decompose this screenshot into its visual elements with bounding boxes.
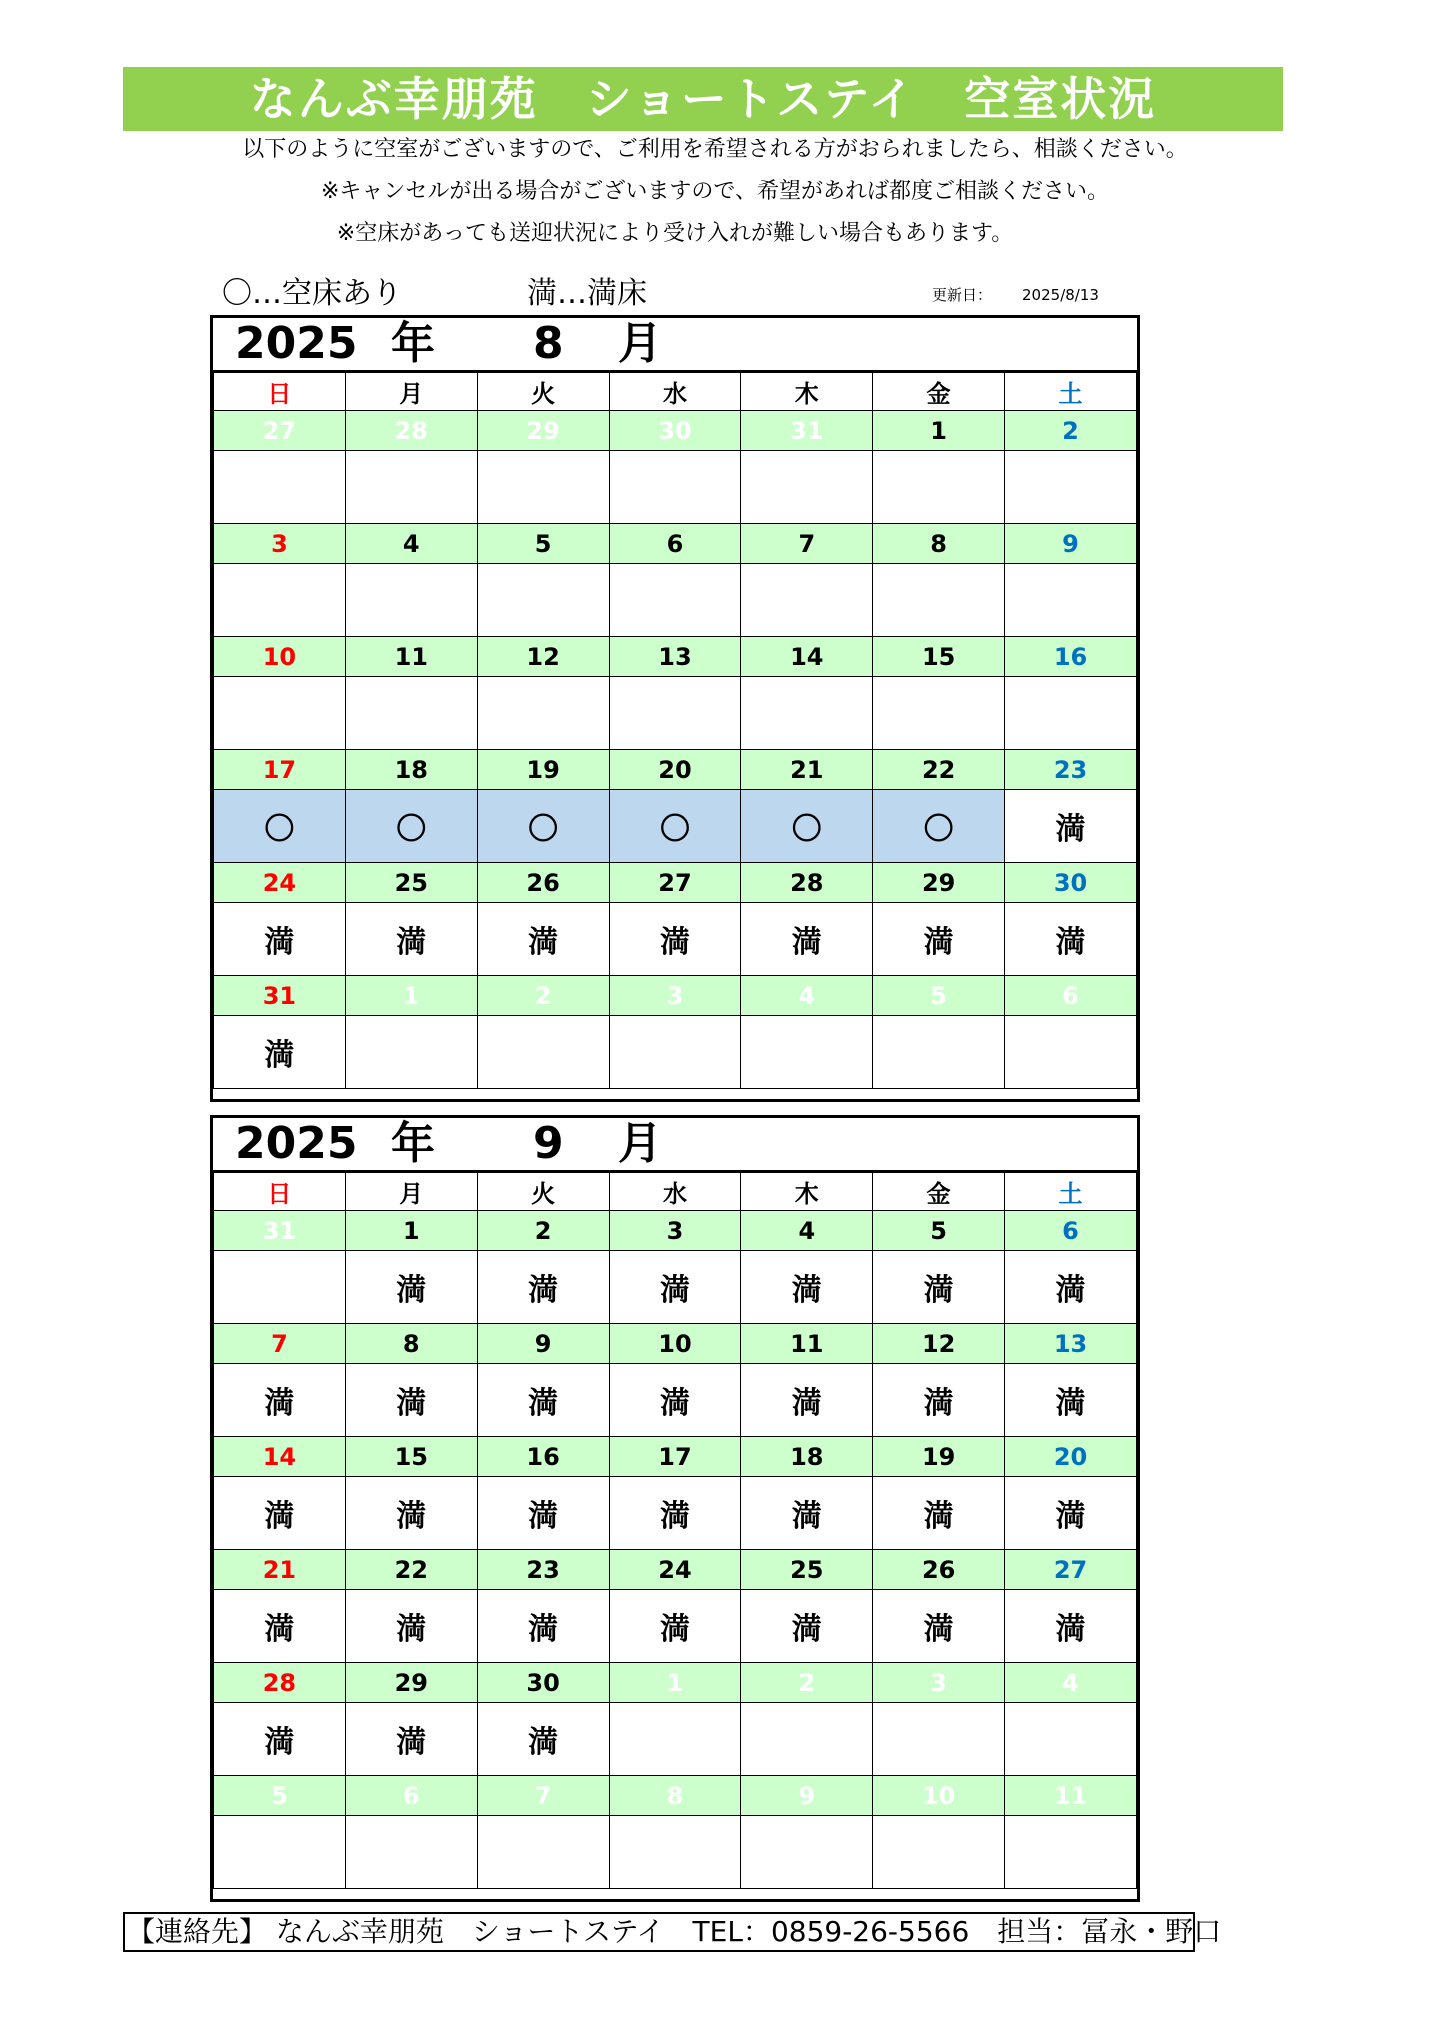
date-cell: 30 bbox=[477, 1663, 609, 1703]
date-cell: 15 bbox=[345, 1437, 477, 1477]
status-cell: 満 bbox=[1005, 1477, 1137, 1550]
status-cell bbox=[1005, 1703, 1137, 1776]
status-cell: 満 bbox=[477, 903, 609, 976]
date-row bbox=[214, 750, 1137, 790]
status-cell: 満 bbox=[477, 1251, 609, 1324]
status-cell: 満 bbox=[477, 1703, 609, 1776]
status-cell bbox=[214, 677, 346, 750]
date-cell: 6 bbox=[1005, 1211, 1137, 1251]
date-cell: 8 bbox=[873, 524, 1005, 564]
date-cell: 22 bbox=[345, 1550, 477, 1590]
month-year: 2025 bbox=[235, 1118, 358, 1169]
date-cell: 1 bbox=[609, 1663, 741, 1703]
status-row bbox=[214, 451, 1137, 524]
date-cell: 16 bbox=[477, 1437, 609, 1477]
status-cell bbox=[1005, 564, 1137, 637]
status-cell bbox=[214, 1816, 346, 1889]
date-cell: 31 bbox=[214, 976, 346, 1016]
month-year-suffix: 年 bbox=[391, 1118, 435, 1169]
status-row bbox=[214, 677, 1137, 750]
status-cell bbox=[1005, 451, 1137, 524]
date-row bbox=[214, 976, 1137, 1016]
date-cell: 25 bbox=[741, 1550, 873, 1590]
contact-info: 【連絡先】 なんぶ幸朋苑 ショートステイ TEL：0859-26-5566 担当：冨永・野口 bbox=[123, 1912, 1195, 1952]
status-cell bbox=[741, 1016, 873, 1089]
status-cell: 満 bbox=[214, 1016, 346, 1089]
date-cell: 12 bbox=[873, 1324, 1005, 1364]
date-cell: 4 bbox=[1005, 1663, 1137, 1703]
weekday-row bbox=[214, 373, 1137, 411]
date-cell: 7 bbox=[741, 524, 873, 564]
legend-full: 満…満床 bbox=[527, 276, 647, 311]
calendar-september bbox=[210, 1115, 1140, 1902]
date-cell: 9 bbox=[741, 1776, 873, 1816]
weekday-cell: 水 bbox=[609, 1173, 741, 1211]
date-cell: 31 bbox=[214, 1211, 346, 1251]
date-cell: 30 bbox=[609, 411, 741, 451]
month-year: 2025 bbox=[235, 318, 358, 369]
status-cell bbox=[345, 1016, 477, 1089]
month-number: 8 bbox=[533, 318, 564, 369]
status-cell bbox=[609, 1816, 741, 1889]
date-cell: 11 bbox=[741, 1324, 873, 1364]
status-cell: 満 bbox=[873, 1477, 1005, 1550]
date-cell: 5 bbox=[873, 976, 1005, 1016]
date-cell: 9 bbox=[477, 1324, 609, 1364]
date-cell: 13 bbox=[609, 637, 741, 677]
date-cell: 29 bbox=[873, 863, 1005, 903]
date-cell: 1 bbox=[345, 976, 477, 1016]
date-cell: 23 bbox=[1005, 750, 1137, 790]
month-suffix: 月 bbox=[618, 318, 662, 369]
month-header bbox=[213, 318, 1137, 372]
calendar-grid bbox=[213, 372, 1137, 1089]
status-cell bbox=[1005, 677, 1137, 750]
status-cell: 満 bbox=[609, 1251, 741, 1324]
date-cell: 14 bbox=[214, 1437, 346, 1477]
date-row bbox=[214, 1776, 1137, 1816]
date-cell: 28 bbox=[741, 863, 873, 903]
updated-label: 更新日： bbox=[932, 286, 993, 304]
status-cell: 満 bbox=[609, 903, 741, 976]
status-cell bbox=[609, 677, 741, 750]
status-cell bbox=[214, 1251, 346, 1324]
status-cell: 満 bbox=[1005, 790, 1137, 863]
date-cell: 18 bbox=[741, 1437, 873, 1477]
date-cell: 2 bbox=[477, 976, 609, 1016]
date-cell: 6 bbox=[345, 1776, 477, 1816]
date-cell: 20 bbox=[609, 750, 741, 790]
legend-vacant: 〇…空床あり bbox=[222, 276, 402, 311]
status-cell: 満 bbox=[345, 903, 477, 976]
page-title: なんぶ幸朋苑 ショートステイ 空室状況 bbox=[123, 67, 1283, 131]
date-cell: 14 bbox=[741, 637, 873, 677]
date-cell: 31 bbox=[741, 411, 873, 451]
status-row bbox=[214, 1816, 1137, 1889]
status-cell bbox=[741, 564, 873, 637]
weekday-cell: 月 bbox=[345, 1173, 477, 1211]
date-cell: 27 bbox=[1005, 1550, 1137, 1590]
status-cell: 満 bbox=[741, 1251, 873, 1324]
date-row bbox=[214, 1550, 1137, 1590]
status-cell: 満 bbox=[873, 1251, 1005, 1324]
status-cell: 満 bbox=[477, 1477, 609, 1550]
status-cell bbox=[609, 1016, 741, 1089]
status-row bbox=[214, 1477, 1137, 1550]
date-cell: 13 bbox=[1005, 1324, 1137, 1364]
status-cell: 満 bbox=[345, 1251, 477, 1324]
status-cell: 満 bbox=[1005, 1251, 1137, 1324]
status-cell bbox=[609, 564, 741, 637]
status-cell: 〇 bbox=[741, 790, 873, 863]
date-cell: 28 bbox=[214, 1663, 346, 1703]
status-cell bbox=[873, 564, 1005, 637]
date-row bbox=[214, 1211, 1137, 1251]
status-cell: 満 bbox=[477, 1364, 609, 1437]
date-cell: 5 bbox=[873, 1211, 1005, 1251]
status-cell: 満 bbox=[345, 1364, 477, 1437]
date-cell: 28 bbox=[345, 411, 477, 451]
date-cell: 27 bbox=[609, 863, 741, 903]
status-cell: 満 bbox=[1005, 1590, 1137, 1663]
status-cell: 満 bbox=[214, 1703, 346, 1776]
weekday-cell: 日 bbox=[214, 373, 346, 411]
status-cell: 満 bbox=[477, 1590, 609, 1663]
status-cell bbox=[1005, 1816, 1137, 1889]
date-cell: 7 bbox=[477, 1776, 609, 1816]
date-cell: 29 bbox=[477, 411, 609, 451]
date-row bbox=[214, 1324, 1137, 1364]
date-row bbox=[214, 637, 1137, 677]
date-row bbox=[214, 1663, 1137, 1703]
date-cell: 8 bbox=[345, 1324, 477, 1364]
status-cell: 〇 bbox=[609, 790, 741, 863]
status-cell bbox=[214, 451, 346, 524]
status-cell bbox=[1005, 1016, 1137, 1089]
status-row bbox=[214, 1590, 1137, 1663]
date-cell: 10 bbox=[214, 637, 346, 677]
status-cell: 満 bbox=[214, 1590, 346, 1663]
weekday-cell: 金 bbox=[873, 1173, 1005, 1211]
date-row bbox=[214, 524, 1137, 564]
notice-line-2: ※キャンセルが出る場合がございますので、希望があれば都度ご相談ください。 bbox=[321, 179, 1109, 204]
status-cell: 〇 bbox=[345, 790, 477, 863]
date-cell: 5 bbox=[214, 1776, 346, 1816]
status-cell: 満 bbox=[1005, 1364, 1137, 1437]
status-cell: 満 bbox=[609, 1590, 741, 1663]
date-cell: 3 bbox=[609, 1211, 741, 1251]
date-cell: 2 bbox=[741, 1663, 873, 1703]
status-cell: 満 bbox=[873, 903, 1005, 976]
status-cell: 満 bbox=[214, 903, 346, 976]
date-cell: 3 bbox=[873, 1663, 1005, 1703]
notice-line-3: ※空床があっても送迎状況により受け入れが難しい場合もあります。 bbox=[336, 221, 1014, 246]
date-row bbox=[214, 863, 1137, 903]
calendar-grid bbox=[213, 1172, 1137, 1889]
status-cell: 満 bbox=[214, 1477, 346, 1550]
status-cell bbox=[741, 1703, 873, 1776]
status-cell: 満 bbox=[741, 1364, 873, 1437]
date-cell: 10 bbox=[873, 1776, 1005, 1816]
date-cell: 3 bbox=[609, 976, 741, 1016]
date-cell: 27 bbox=[214, 411, 346, 451]
date-cell: 5 bbox=[477, 524, 609, 564]
status-cell: 満 bbox=[345, 1477, 477, 1550]
status-cell: 満 bbox=[609, 1364, 741, 1437]
status-cell: 〇 bbox=[214, 790, 346, 863]
date-cell: 20 bbox=[1005, 1437, 1137, 1477]
date-cell: 11 bbox=[345, 637, 477, 677]
status-cell bbox=[477, 677, 609, 750]
date-cell: 19 bbox=[477, 750, 609, 790]
status-cell bbox=[873, 451, 1005, 524]
weekday-row bbox=[214, 1173, 1137, 1211]
month-number: 9 bbox=[533, 1118, 564, 1169]
weekday-cell: 金 bbox=[873, 373, 1005, 411]
date-row bbox=[214, 411, 1137, 451]
weekday-cell: 土 bbox=[1005, 1173, 1137, 1211]
status-row bbox=[214, 1251, 1137, 1324]
date-cell: 4 bbox=[741, 976, 873, 1016]
date-cell: 19 bbox=[873, 1437, 1005, 1477]
date-cell: 6 bbox=[1005, 976, 1137, 1016]
date-cell: 2 bbox=[477, 1211, 609, 1251]
status-cell: 満 bbox=[214, 1364, 346, 1437]
status-row bbox=[214, 1016, 1137, 1089]
date-cell: 12 bbox=[477, 637, 609, 677]
date-cell: 3 bbox=[214, 524, 346, 564]
status-cell bbox=[741, 677, 873, 750]
weekday-cell: 水 bbox=[609, 373, 741, 411]
date-cell: 25 bbox=[345, 863, 477, 903]
status-row bbox=[214, 564, 1137, 637]
status-cell bbox=[609, 451, 741, 524]
status-cell bbox=[345, 564, 477, 637]
date-cell: 4 bbox=[345, 524, 477, 564]
date-cell: 16 bbox=[1005, 637, 1137, 677]
date-cell: 4 bbox=[741, 1211, 873, 1251]
status-cell: 満 bbox=[345, 1590, 477, 1663]
date-row bbox=[214, 1437, 1137, 1477]
status-cell bbox=[477, 1816, 609, 1889]
status-cell bbox=[214, 564, 346, 637]
date-cell: 1 bbox=[873, 411, 1005, 451]
date-cell: 17 bbox=[609, 1437, 741, 1477]
status-row bbox=[214, 903, 1137, 976]
status-cell bbox=[345, 451, 477, 524]
date-cell: 23 bbox=[477, 1550, 609, 1590]
status-cell bbox=[477, 1016, 609, 1089]
status-cell bbox=[873, 1816, 1005, 1889]
status-cell: 〇 bbox=[873, 790, 1005, 863]
updated-value: 2025/8/13 bbox=[1022, 286, 1099, 304]
month-header bbox=[213, 1118, 1137, 1172]
weekday-cell: 火 bbox=[477, 1173, 609, 1211]
weekday-cell: 木 bbox=[741, 1173, 873, 1211]
month-suffix: 月 bbox=[618, 1118, 662, 1169]
date-cell: 15 bbox=[873, 637, 1005, 677]
date-cell: 22 bbox=[873, 750, 1005, 790]
weekday-cell: 火 bbox=[477, 373, 609, 411]
status-cell bbox=[477, 451, 609, 524]
date-cell: 10 bbox=[609, 1324, 741, 1364]
status-cell: 満 bbox=[741, 1590, 873, 1663]
weekday-cell: 月 bbox=[345, 373, 477, 411]
status-cell: 満 bbox=[1005, 903, 1137, 976]
status-cell: 満 bbox=[873, 1590, 1005, 1663]
date-cell: 11 bbox=[1005, 1776, 1137, 1816]
status-cell bbox=[477, 564, 609, 637]
date-cell: 26 bbox=[873, 1550, 1005, 1590]
date-cell: 2 bbox=[1005, 411, 1137, 451]
notice-line-1: 以下のように空室がございますので、ご利用を希望される方がおられましたら、相談ください。 bbox=[242, 137, 1188, 162]
weekday-cell: 土 bbox=[1005, 373, 1137, 411]
date-cell: 9 bbox=[1005, 524, 1137, 564]
status-row bbox=[214, 790, 1137, 863]
updated-date bbox=[932, 283, 1099, 307]
date-cell: 29 bbox=[345, 1663, 477, 1703]
date-cell: 6 bbox=[609, 524, 741, 564]
status-cell bbox=[609, 1703, 741, 1776]
status-cell: 〇 bbox=[477, 790, 609, 863]
date-cell: 30 bbox=[1005, 863, 1137, 903]
status-cell bbox=[873, 1703, 1005, 1776]
date-cell: 24 bbox=[214, 863, 346, 903]
status-cell bbox=[345, 1816, 477, 1889]
status-row bbox=[214, 1703, 1137, 1776]
date-cell: 17 bbox=[214, 750, 346, 790]
date-cell: 1 bbox=[345, 1211, 477, 1251]
status-cell: 満 bbox=[741, 1477, 873, 1550]
status-cell bbox=[741, 451, 873, 524]
status-cell bbox=[741, 1816, 873, 1889]
weekday-cell: 日 bbox=[214, 1173, 346, 1211]
status-cell: 満 bbox=[741, 903, 873, 976]
status-cell bbox=[345, 677, 477, 750]
calendar-august bbox=[210, 315, 1140, 1102]
date-cell: 18 bbox=[345, 750, 477, 790]
status-cell bbox=[873, 1016, 1005, 1089]
date-cell: 26 bbox=[477, 863, 609, 903]
status-cell: 満 bbox=[873, 1364, 1005, 1437]
date-cell: 7 bbox=[214, 1324, 346, 1364]
date-cell: 8 bbox=[609, 1776, 741, 1816]
weekday-cell: 木 bbox=[741, 373, 873, 411]
date-cell: 21 bbox=[214, 1550, 346, 1590]
month-year-suffix: 年 bbox=[391, 318, 435, 369]
status-cell: 満 bbox=[345, 1703, 477, 1776]
date-cell: 24 bbox=[609, 1550, 741, 1590]
status-cell bbox=[873, 677, 1005, 750]
status-row bbox=[214, 1364, 1137, 1437]
date-cell: 21 bbox=[741, 750, 873, 790]
status-cell: 満 bbox=[609, 1477, 741, 1550]
